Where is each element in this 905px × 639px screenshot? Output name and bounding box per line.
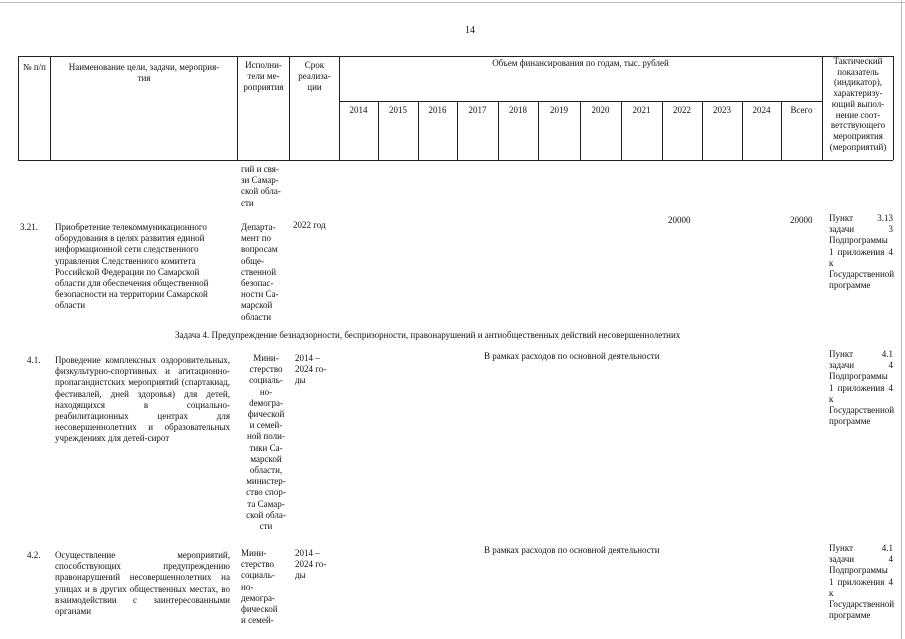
row-number: 3.21. [20,222,38,232]
row-indicator: Пункт 4.1 задачи 4 Подпрограммы 1 приложения 4 к Государственной программе [829,543,895,621]
continuation-executors: гий и свя- зи Самар- ской обла- сти [241,164,281,208]
page-number: 14 [465,25,475,36]
year-2021: 2021 [632,105,651,115]
year-2019: 2019 [550,105,568,115]
header-funding: Объем финансирования по годам, тыс. рублей [492,58,669,68]
scan-edge-right [901,0,902,639]
year-2020: 2020 [591,105,610,115]
row-period: 2014 – 2024 го- ды [295,353,327,386]
year-2015: 2015 [389,105,407,115]
row-indicator: Пункт 3.13 задачи 3 Подпрограммы 1 приложения 4 к Государственной программе [829,213,895,291]
row-funding-note: В рамках расходов по основной деятельности [484,351,660,361]
year-2016: 2016 [428,105,447,115]
row-number: 4.1. [27,355,41,365]
header-indicator: Тактический показатель (индикатор), характеризу- ющий выпол- нение соот- ветствующего мероприятия (мероприятий) [829,56,887,152]
row-name: Осуществление мероприятий, способствующих предупреждению правонарушений несовершеннолетних на улицах и в других общественных местах, во взаимодействии с заинтересованными органами [55,550,230,617]
row-amount-2022: 20000 [668,215,691,225]
header-num: № п/п [23,62,46,72]
row-number: 4.2. [27,550,41,560]
row-funding-note: В рамках расходов по основной деятельности [484,545,660,555]
year-2024: 2024 [752,105,771,115]
header-name: Наименование цели, задачи, мероприя- тия [68,62,220,84]
year-2023: 2023 [713,105,731,115]
header-executors: Исполни- тели ме- роприятия [243,60,284,93]
year-2018: 2018 [509,105,527,115]
scan-edge-top [0,2,905,3]
row-indicator: Пункт 4.1 задачи 4 Подпрограммы 1 приложения 4 к Государственной программе [829,349,895,427]
row-period: 2014 – 2024 го- ды [295,548,327,581]
row-executors: Мини- стерство социаль- но- dемогра- фической и семей- ной поли- тики Са- марской области, министер- ство спор- та Самар- ской обла- сти [246,353,286,532]
year-2017: 2017 [468,105,487,115]
year-2014: 2014 [349,105,368,115]
row-executors: Департа- мент по вопросам обще- ственной безопас- ности Са- марской области [241,222,279,322]
year-total: Всего [790,105,813,115]
row-executors: Мини- стерство социаль- но- демогра- фической и семей- [241,548,278,626]
row-period: 2022 год [293,220,326,230]
task-4-heading: Задача 4. Предупреждение безнадзорности, беспризорности, правонарушений и антиобщественных действий несовершеннолетних [175,330,681,340]
row-name: Приобретение телекоммуникационного оборудования в целях развития единой информационной сети следственного управления Следственного комитета Российской Федерации по Самарской области для обеспечения общественной безопасности на территории Самарской области [55,222,209,311]
row-name: Проведение комплексных оздоровительных, физкультурно-спортивных и агитационно-пропагандистских мероприятий (спартакиад, фестивалей, дней здоровья) для детей, находящихся в социально-реабилитационных центрах для несовершеннолетних и образовательных учреждениях для детей-сирот [55,355,230,444]
row-total: 20000 [790,215,813,225]
header-period: Срок реализа- ции [298,60,331,93]
year-2022: 2022 [673,105,691,115]
